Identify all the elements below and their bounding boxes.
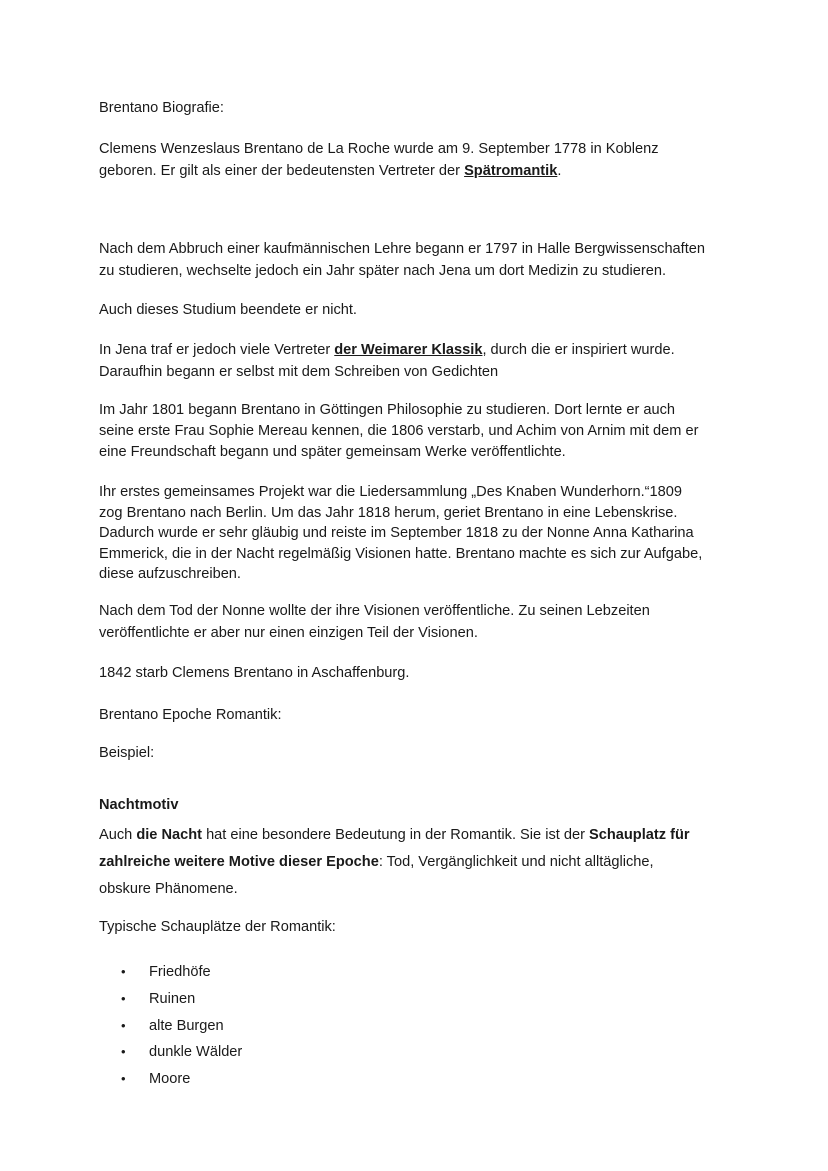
study-end-paragraph: Auch dieses Studium beendete er nicht. — [99, 302, 357, 318]
goettingen-line-3: eine Freundschaft begann und später gemeinsam Werke veröffentlichte. — [99, 444, 566, 460]
death-paragraph: 1842 starb Clemens Brentano in Aschaffenburg. — [99, 665, 410, 681]
goettingen-line-1: Im Jahr 1801 begann Brentano in Göttingen Philosophie zu studieren. Dort lernte er auch — [99, 402, 676, 418]
night-line-2: zahlreiche weitere Motive dieser Epoche: Tod, Vergänglichkeit und nicht alltägliche, — [99, 854, 654, 870]
visions-line-2: veröffentlichte er aber nur einen einzigen Teil der Visionen. — [99, 625, 478, 641]
project-line-1: Ihr erstes gemeinsames Projekt war die Liedersammlung „Des Knaben Wunderhorn.“1809 — [99, 484, 682, 500]
bullet: • — [121, 1018, 126, 1033]
project-line-2: zog Brentano nach Berlin. Um das Jahr 1818 herum, geriet Brentano in eine Lebenskrise. — [99, 505, 678, 521]
project-line-3: Dadurch wurde er sehr gläubig und reiste im September 1818 zu der Nonne Anna Katharina — [99, 525, 694, 541]
night-line-3: obskure Phänomene. — [99, 881, 238, 897]
bullet: • — [121, 964, 126, 979]
jena-line-1: In Jena traf er jedoch viele Vertreter der Weimarer Klassik, durch die er inspiriert wurde. — [99, 342, 675, 358]
example-heading: Beispiel: — [99, 745, 155, 761]
night-motif-heading: Nachtmotiv — [99, 797, 179, 813]
goettingen-line-2: seine erste Frau Sophie Mereau kennen, die 1806 verstarb, und Achim von Arnim mit dem er — [99, 423, 699, 439]
intro-line-1: Clemens Wenzeslaus Brentano de La Roche wurde am 9. September 1778 in Koblenz — [99, 141, 659, 157]
list-item: Ruinen — [149, 991, 196, 1007]
places-heading: Typische Schauplätze der Romantik: — [99, 919, 336, 935]
visions-line-1: Nach dem Tod der Nonne wollte der ihre Visionen veröffentliche. Zu seinen Lebzeiten — [99, 603, 650, 619]
project-line-4: Emmerick, die in der Nacht regelmäßig Visionen hatte. Brentano machte es sich zur Aufgabe, — [99, 546, 703, 562]
epoch-heading: Brentano Epoche Romantik: — [99, 707, 282, 723]
spaetromantik-link[interactable]: Spätromantik — [464, 163, 558, 179]
bullet: • — [121, 1071, 126, 1086]
jena-line-2: Daraufhin begann er selbst mit dem Schreiben von Gedichten — [99, 364, 499, 380]
list-item: Friedhöfe — [149, 964, 211, 980]
list-item: Moore — [149, 1071, 191, 1087]
study-line-1: Nach dem Abbruch einer kaufmännischen Lehre begann er 1797 in Halle Bergwissenschaften — [99, 241, 706, 257]
bullet: • — [121, 991, 126, 1006]
project-line-5: diese aufzuschreiben. — [99, 566, 241, 582]
list-item: alte Burgen — [149, 1018, 224, 1034]
study-line-2: zu studieren, wechselte jedoch ein Jahr später nach Jena um dort Medizin zu studieren. — [99, 263, 667, 279]
night-line-1: Auch die Nacht hat eine besondere Bedeutung in der Romantik. Sie ist der Schauplatz für — [99, 827, 690, 843]
bullet: • — [121, 1044, 126, 1059]
intro-line-2: geboren. Er gilt als einer der bedeutensten Vertreter der Spätromantik. — [99, 163, 562, 179]
list-item: dunkle Wälder — [149, 1044, 243, 1060]
weimarer-klassik-link[interactable]: der Weimarer Klassik — [334, 342, 483, 358]
biography-heading: Brentano Biografie: — [99, 100, 224, 116]
